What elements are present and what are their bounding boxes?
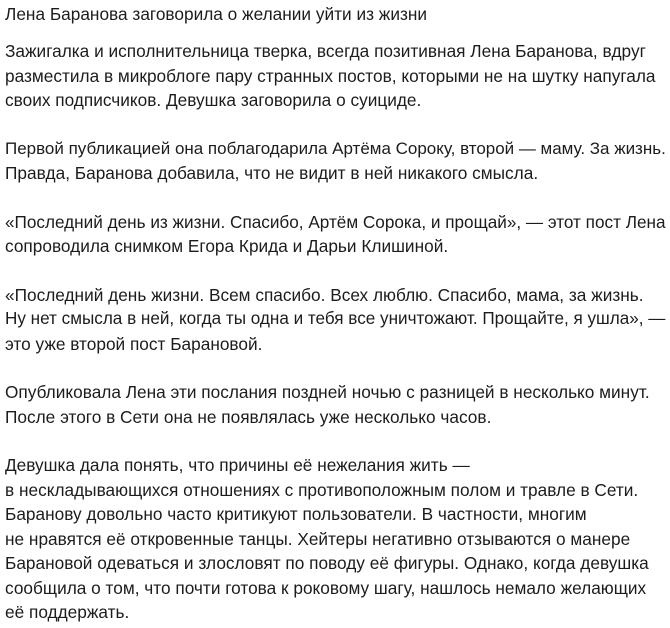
paragraph-line: сообщила о том, что почти готова к роковому шагу, нашлось немало желающих xyxy=(5,577,647,598)
article-title: Лена Баранова заговорила о желании уйти из жизни xyxy=(5,4,428,24)
paragraph-line: сопроводила снимком Егора Крида и Дарьи Клишиной. xyxy=(5,236,449,256)
paragraph-line: Правда, Баранова добавила, что не видит в ней никакого смысла. xyxy=(5,163,539,183)
paragraph-quote-one xyxy=(5,210,667,259)
paragraph-line: Первой публикацией она поблагодарила Артёма Сороку, второй — маму. За жизнь. xyxy=(5,138,666,158)
paragraph-line: в нескладывающихся отношениях с противоположным полом и травле в Сети. xyxy=(5,479,639,500)
paragraph-reasons xyxy=(5,453,667,625)
paragraph-line: это уже второй пост Барановой. xyxy=(5,333,263,354)
paragraph-line: «Последний день из жизни. Спасибо, Артём Сорока, и прощай», — этот пост Лена xyxy=(5,211,666,232)
paragraph-line: разместила в микроблоге пару странных постов, которыми не на шутку напугала xyxy=(5,65,656,86)
paragraph-first-post xyxy=(5,137,667,186)
paragraph-line: своих подписчиков. Девушка заговорила о суициде. xyxy=(5,90,422,110)
paragraph-line: не нравятся её откровенные танцы. Хейтеры негативно отзываются о манере xyxy=(5,528,631,549)
paragraph-intro xyxy=(5,39,667,113)
paragraph-line: Баранову довольно часто критикуют пользователи. В частности, многим xyxy=(5,504,587,524)
paragraph-line: Опубликовала Лена эти послания поздней ночью с разницей в несколько минут. xyxy=(5,382,650,402)
paragraph-line: После этого в Сети она не появлялась уже несколько часов. xyxy=(5,406,492,427)
paragraph-line: Девушка дала понять, что причины её нежелания жить — xyxy=(5,455,470,475)
paragraph-line: Ну нет смысла в ней, когда ты одна и тебя все уничтожают. Прощайте, я ушла», — xyxy=(5,309,666,328)
paragraph-line: «Последний день жизни. Всем спасибо. Всех люблю. Спасибо, мама, за жизнь. xyxy=(5,284,644,305)
paragraph-timing xyxy=(5,380,667,429)
paragraph-line: Зажигалка и исполнительница тверка, всегда позитивная Лена Баранова, вдруг xyxy=(5,41,646,61)
paragraph-quote-two xyxy=(5,283,667,357)
paragraph-line: Барановой одеваться и злословят по поводу её фигуры. Однако, когда девушка xyxy=(5,553,649,573)
article xyxy=(5,0,667,625)
paragraph-line: её поддержать. xyxy=(5,602,130,622)
